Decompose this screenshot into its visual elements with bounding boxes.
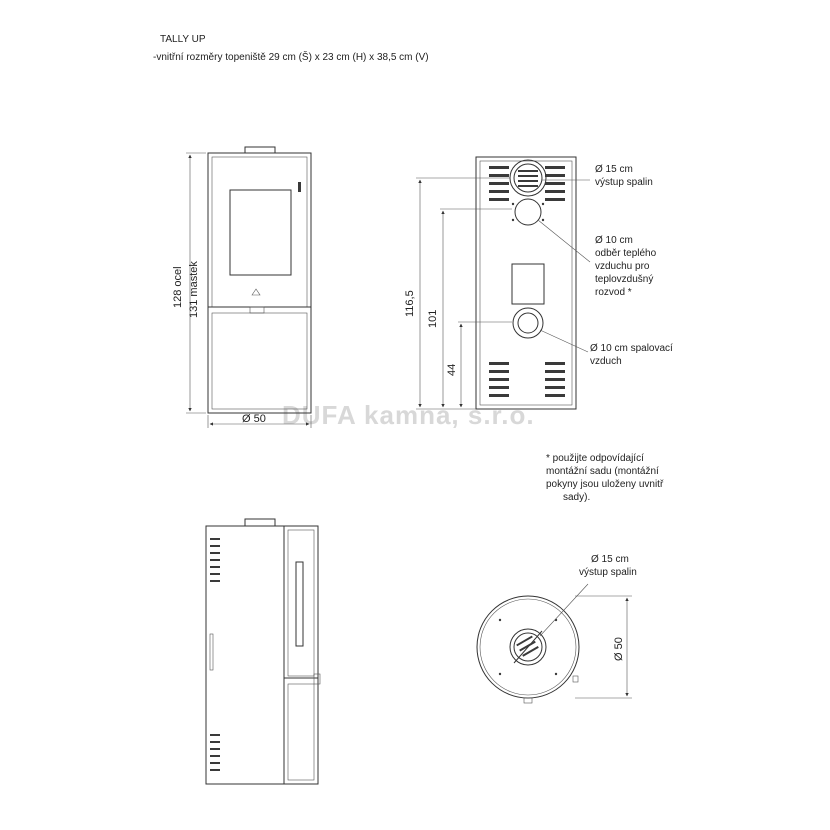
height-steel-label: 128 ocel bbox=[172, 266, 184, 308]
top-diameter-label: Ø 50 bbox=[613, 637, 625, 661]
dim-low-label: 44 bbox=[446, 363, 458, 376]
note-line-1: * použijte odpovídající bbox=[546, 453, 644, 464]
hot-air-outlet bbox=[515, 199, 541, 225]
front-width-label: Ø 50 bbox=[242, 413, 266, 425]
top-flue-callout-text: výstup spalin bbox=[579, 567, 637, 578]
top-view bbox=[477, 584, 632, 703]
firebox-dimensions: -vnitřní rozměry topeniště 29 cm (Š) x 23 cm (H) x 38,5 cm (V) bbox=[153, 52, 429, 63]
hot-air-callout-line2: odběr teplého bbox=[595, 248, 657, 259]
combustion-callout-text: vzduch bbox=[590, 356, 622, 367]
note-line-2: montážní sadu (montážní bbox=[546, 466, 659, 477]
note-line-4: sady). bbox=[563, 492, 591, 503]
dim-mid-label: 101 bbox=[427, 309, 439, 328]
flue-callout-size: Ø 15 cm bbox=[595, 164, 633, 175]
hot-air-callout-line3: vzduchu pro bbox=[595, 261, 650, 272]
height-soapstone-label: 131 mastek bbox=[188, 261, 200, 318]
flue-callout-text: výstup spalin bbox=[595, 177, 653, 188]
product-title: TALLY UP bbox=[160, 34, 206, 45]
bottom-vents bbox=[489, 362, 565, 397]
front-view bbox=[172, 147, 311, 428]
hot-air-callout-line4: teplovzdušný bbox=[595, 274, 654, 285]
watermark: DUFA kamna, s.r.o. bbox=[282, 400, 535, 430]
side-vents-bottom bbox=[210, 734, 220, 771]
note-line-3: pokyny jsou uloženy uvnitř bbox=[546, 479, 664, 490]
side-vents-top bbox=[210, 538, 220, 582]
combustion-callout-size: Ø 10 cm spalovací bbox=[590, 343, 673, 354]
flue-outlet bbox=[510, 160, 546, 196]
top-flue-callout-size: Ø 15 cm bbox=[591, 554, 629, 565]
back-view bbox=[404, 157, 590, 409]
hot-air-callout-size: Ø 10 cm bbox=[595, 235, 633, 246]
fire-window bbox=[230, 190, 291, 275]
logo-icon bbox=[252, 289, 260, 295]
side-view bbox=[206, 519, 320, 784]
hot-air-callout-line5: rozvod * bbox=[595, 287, 632, 298]
service-opening bbox=[512, 264, 544, 304]
door-handle bbox=[298, 182, 301, 192]
dim-total-label: 116,5 bbox=[404, 290, 416, 317]
